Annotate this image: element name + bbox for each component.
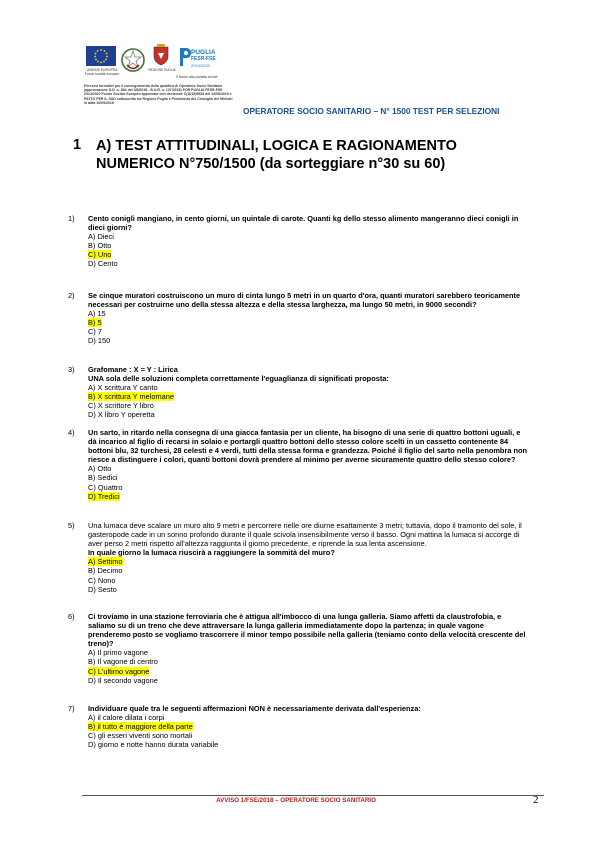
question-number: 2) xyxy=(68,291,75,300)
por-years-text: 2014/2020 xyxy=(191,63,210,68)
regione-puglia-crest-logo xyxy=(151,44,171,66)
por-fesr-text: FESR-FSE xyxy=(191,56,216,62)
option-c-highlighted: C) Uno xyxy=(88,250,112,260)
option-d: D) 150 xyxy=(88,336,111,346)
section-title: A) TEST ATTITUDINALI, LOGICA E RAGIONAMENTO NUMERICO N°750/1500 (da sorteggiare n°30 su 60) xyxy=(96,138,457,172)
option-a: A) Il primo vagone xyxy=(88,648,148,658)
question-2 xyxy=(68,291,528,346)
question-number: 1) xyxy=(68,214,75,223)
option-b-highlighted: B) X scrittura Y melomane xyxy=(88,392,174,402)
question-number: 7) xyxy=(68,704,75,713)
footer-divider xyxy=(82,795,544,796)
option-c: C) 7 xyxy=(88,327,102,337)
option-b-highlighted: B) il tutto è maggiore della parte xyxy=(88,722,193,732)
option-b: B) Otto xyxy=(88,241,112,251)
question-text: UNA sola delle soluzioni completa correttamente l'eguaglianza di significati proposta: xyxy=(88,374,389,384)
question-text: Cento conigli mangiano, in cento giorni, un quintale di carote. Quanti kg dello stesso alimento mangeranno dieci conigli in dieci giorni? xyxy=(88,214,519,233)
option-a: A) Dieci xyxy=(88,232,114,242)
header-title: OPERATORE SOCIO SANITARIO – N° 1500 TEST PER SELEZIONI xyxy=(243,106,500,116)
question-1 xyxy=(68,214,528,269)
eu-flag-logo xyxy=(86,46,116,66)
question-text: Una lumaca deve scalare un muro alto 9 metri e percorrere nelle ore diurne esattamente 3 metri; tuttavia, dopo il tramonto del sole, il gasteropode cade in un sonno profondo durante il quale scivola insensibilmente verso il basso. Ogni mattina la lumaca si accorge di aver perso 2 metri rispetto all'altezza raggiunta il giorno precedente, e riprende la sua lenta ascensione. xyxy=(88,521,522,549)
option-a: A) il calore dilata i corpi xyxy=(88,713,165,723)
option-d-highlighted: D) Tredici xyxy=(88,491,120,501)
region-label: REGIONE PUGLIA xyxy=(148,68,176,72)
question-text: Individuare quale tra le seguenti affermazioni NON è necessariamente derivata dall'esperienza: xyxy=(88,704,421,713)
eu-label: UNIONE EUROPEA Fondo sociale europeo xyxy=(84,68,120,76)
option-b: B) Sedici xyxy=(88,473,118,483)
footer-text: AVVISO 1/FSE/2018 – OPERATORE SOCIO SANITARIO xyxy=(216,797,376,804)
question-4 xyxy=(68,428,528,501)
italian-emblem-logo xyxy=(121,47,145,73)
option-d: D) Cento xyxy=(88,259,118,269)
question-text: Ci troviamo in una stazione ferroviaria che è attigua all'imbocco di una lunga galleria. Siamo affetti da claustrofobia, e saliamo su di un treno che deve attraversare la lunga galleria immediatamente dopo la partenza; in quale vagone prenderemo posto se vogliamo trascorrere il minor tempo possibile nella galleria (teniamo conto della velocità crescente del treno)? xyxy=(88,612,526,649)
question-prompt: In quale giorno la lumaca riuscirà a raggiungere la sommità del muro? xyxy=(88,548,335,558)
option-c: C) Quattro xyxy=(88,482,123,492)
question-5 xyxy=(68,521,528,594)
question-number: 4) xyxy=(68,428,75,437)
option-a-highlighted: A) Settimo xyxy=(88,557,123,567)
option-c-highlighted: C) L'ultimo vagone xyxy=(88,666,150,676)
page-number: 2 xyxy=(533,794,539,806)
option-a: A) 15 xyxy=(88,309,106,319)
option-c: C) Nono xyxy=(88,575,116,585)
question-number: 3) xyxy=(68,365,75,374)
por-tagline: Il futuro alla portata di tutti xyxy=(176,75,218,79)
option-d: D) Il secondo vagone xyxy=(88,675,158,685)
question-number: 5) xyxy=(68,521,75,530)
question-analogy: Grafomane : X = Y : Lirica xyxy=(88,365,178,374)
question-7 xyxy=(68,704,528,749)
option-c: C) gli esseri viventi sono mortali xyxy=(88,731,193,741)
option-c: C) X scrittore Y libro xyxy=(88,401,154,411)
question-6 xyxy=(68,612,528,685)
option-b-highlighted: B) 5 xyxy=(88,318,102,328)
question-number: 6) xyxy=(68,612,75,621)
option-d: D) giorno e notte hanno durata variabile xyxy=(88,740,219,750)
question-text: Se cinque muratori costruiscono un muro di cinta lungo 5 metri in un quarto d'ora, quanti muratori sarebbero teoricamente necessari per costruirne uno della stessa altezza e della stessa larghezza, ma lungo 50 metri, in 9000 secondi? xyxy=(88,291,521,310)
option-b: B) Decimo xyxy=(88,566,123,576)
option-d: D) X libro Y operetta xyxy=(88,410,155,420)
option-a: A) Otto xyxy=(88,464,112,474)
por-puglia-text: PUGLIA xyxy=(191,49,216,56)
question-3 xyxy=(68,365,528,420)
funding-text: Percorsi formativi per il conseguimento della qualifica di Operatore Socio Sanitario (approvazione D.D. n. 864 del 3/8/2018 - B.U.R. n. 107/2018) POR PUGLIA FESR-FSE 2014/2020 Fondo Sociale Europeo approvato con decisione C(2015)5854 del 13/08/2015 e PATTO PER IL SUD sottoscritto tra Regione Puglia e Presidenza del Consiglio dei Ministri in data 10/09/2016 xyxy=(84,84,233,105)
question-text: Un sarto, in ritardo nella consegna di una giacca fantasia per un cliente, ha bisogno di una serie di quattro bottoni uguali, e dà incarico al figlio di recarsi in solaio e portargli quattro bottoni dello stesso colore scelti in un cassetto contenente 84 bottoni blu, 32 turchesi, 28 celesti e 4 verdi, tutti della stessa forma e grandezza. Poiché il figlio del sarto nella penombra non riesce a distinguere i colori, quanti bottoni dovrà prendere al minimo per averne sicuramente quattro dello stesso colore? xyxy=(88,428,528,465)
option-d: D) Sesto xyxy=(88,584,117,594)
section-number: 1 xyxy=(73,137,82,153)
option-a: A) X scrittura Y canto xyxy=(88,383,158,393)
option-b: B) Il vagone di centro xyxy=(88,657,158,667)
